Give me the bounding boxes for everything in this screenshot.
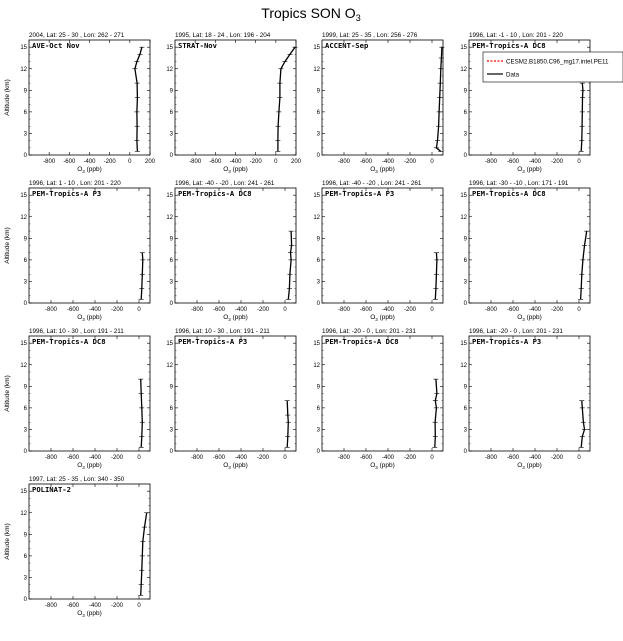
panel-header: 1997, Lat: 25 - 35 , Lon: 340 - 350	[29, 476, 125, 483]
y-tick-label: 6	[463, 109, 467, 116]
y-tick-label: 3	[169, 279, 173, 286]
panel-7	[313, 180, 443, 322]
panel-frame	[29, 336, 150, 451]
x-axis-title	[77, 462, 102, 470]
y-tick-label: 9	[169, 236, 173, 243]
panel-campaign-label: POLINAT-2	[32, 485, 71, 494]
x-axis-title-main: O	[223, 314, 229, 321]
panel-frame	[322, 40, 443, 155]
y-tick-label: 3	[23, 131, 27, 138]
x-tick-label: 200	[144, 159, 156, 165]
y-tick-label: 12	[166, 214, 173, 221]
y-tick-label: 6	[23, 405, 27, 412]
y-tick-label: 9	[23, 236, 27, 243]
x-axis-title-sub: 3	[82, 317, 85, 322]
panel-1	[4, 32, 156, 174]
panel-header: 1995, Lat: 18 - 24 , Lon: 196 - 204	[175, 32, 271, 39]
panel-campaign-label: PEM-Tropics-A DC8	[472, 189, 546, 198]
y-tick-label: 12	[166, 66, 173, 73]
y-tick-label: 15	[166, 193, 173, 200]
panel-frame	[469, 336, 590, 451]
panel-header: 1996, Lat: 10 - 30 , Lon: 191 - 211	[29, 328, 124, 335]
x-tick-label: -800	[190, 307, 204, 313]
panel-campaign-label: PEM-Tropics-A P3	[325, 189, 395, 198]
panel-campaign-label: ACCENT-Sep	[325, 41, 369, 50]
data-line	[135, 47, 142, 151]
panel-campaign-label: PEM-Tropics-A DC8	[178, 189, 252, 198]
x-tick-label: 0	[430, 455, 434, 461]
x-axis-title-main: O	[223, 166, 229, 173]
x-axis-title-sub: 3	[375, 169, 378, 174]
x-axis-title-unit: (ppb)	[524, 462, 542, 469]
x-axis-title	[77, 166, 102, 174]
x-axis-title	[223, 462, 248, 470]
x-axis-title-unit: (ppb)	[524, 314, 542, 321]
x-axis-title-sub: 3	[522, 317, 525, 322]
y-tick-label: 9	[316, 384, 320, 391]
y-tick-label: 9	[23, 384, 27, 391]
x-tick-label: -400	[234, 455, 248, 461]
y-tick-label: 15	[460, 341, 467, 348]
panel-frame	[29, 484, 150, 599]
panel-6	[166, 180, 296, 322]
y-tick-label: 6	[316, 257, 320, 264]
y-tick-label: 12	[166, 362, 173, 369]
y-tick-label: 0	[169, 449, 173, 455]
x-axis-title	[370, 462, 395, 470]
x-tick-label: -800	[189, 159, 202, 165]
x-axis-title-unit: (ppb)	[84, 610, 102, 617]
x-tick-label: -800	[484, 307, 498, 313]
x-tick-label: 0	[577, 307, 581, 313]
y-tick-label: 6	[23, 553, 27, 560]
x-tick-label: -400	[88, 307, 102, 313]
panel-11	[313, 328, 443, 470]
panel-frame	[175, 336, 296, 451]
x-tick-label: -600	[359, 455, 373, 461]
panel-campaign-label: PEM-Tropics-A DC8	[472, 41, 546, 50]
y-tick-label: 0	[316, 153, 320, 159]
y-tick-label: 15	[313, 341, 320, 348]
x-tick-label: -200	[403, 307, 417, 313]
y-tick-label: 3	[169, 427, 173, 434]
y-tick-label: 9	[316, 236, 320, 243]
y-tick-label: 12	[20, 66, 27, 73]
x-tick-label: 200	[290, 159, 302, 165]
y-tick-label: 0	[23, 301, 27, 307]
y-tick-label: 0	[23, 449, 27, 455]
y-tick-label: 15	[20, 341, 27, 348]
x-axis-title-sub: 3	[522, 465, 525, 470]
x-tick-label: -800	[44, 603, 58, 609]
y-tick-label: 0	[463, 449, 467, 455]
y-tick-label: 12	[313, 66, 320, 73]
x-axis-title-main: O	[517, 314, 523, 321]
x-axis-title-sub: 3	[228, 317, 231, 322]
panel-header: 2004, Lat: 25 - 30 , Lon: 262 - 271	[29, 32, 125, 39]
y-tick-label: 0	[169, 153, 173, 159]
y-tick-label: 9	[169, 384, 173, 391]
x-axis-title-sub: 3	[82, 613, 85, 618]
x-tick-label: -600	[506, 307, 520, 313]
x-tick-label: -200	[110, 307, 124, 313]
panel-12	[460, 328, 590, 470]
x-axis-title-sub: 3	[228, 465, 231, 470]
y-tick-label: 3	[316, 279, 320, 286]
x-tick-label: -800	[190, 455, 204, 461]
panel-header: 1996, Lat: -1 - 10 , Lon: 201 - 220	[469, 32, 563, 39]
x-tick-label: 0	[137, 307, 141, 313]
x-axis-title-sub: 3	[375, 465, 378, 470]
x-tick-label: 0	[430, 307, 434, 313]
x-tick-label: 0	[577, 455, 581, 461]
panel-campaign-label: PEM-Tropics-A P3	[178, 337, 248, 346]
x-axis-title	[370, 314, 395, 322]
x-axis-title	[517, 166, 542, 174]
y-tick-label: 6	[463, 257, 467, 264]
panel-campaign-label: PEM-Tropics-A DC8	[32, 337, 106, 346]
x-axis-title	[370, 166, 395, 174]
figure-title: Tropics SON $O_3$	[261, 5, 361, 23]
legend-label: Data	[506, 71, 520, 79]
y-tick-label: 0	[463, 153, 467, 159]
x-tick-label: -600	[212, 455, 226, 461]
y-tick-label: 15	[313, 193, 320, 200]
y-tick-label: 3	[23, 279, 27, 286]
panel-header: 1996, Lat: -30 - -10 , Lon: 171 - 191	[469, 180, 569, 187]
x-axis-title-main: O	[223, 462, 229, 469]
y-tick-label: 15	[313, 45, 320, 52]
y-tick-label: 3	[463, 427, 467, 434]
y-tick-label: 15	[20, 193, 27, 200]
x-tick-label: -600	[66, 455, 80, 461]
x-tick-label: -800	[44, 307, 58, 313]
x-axis-title-unit: (ppb)	[84, 314, 102, 321]
x-tick-label: 0	[128, 159, 132, 165]
x-axis-title-unit: (ppb)	[230, 462, 248, 469]
panel-13	[4, 476, 150, 618]
y-tick-label: 6	[23, 257, 27, 264]
y-tick-label: 3	[316, 131, 320, 138]
y-tick-label: 3	[23, 427, 27, 434]
panel-3	[313, 32, 444, 174]
y-tick-label: 6	[169, 405, 173, 412]
y-tick-label: 12	[313, 214, 320, 221]
x-tick-label: -200	[103, 159, 116, 165]
panel-8	[460, 180, 590, 322]
x-axis-title-main: O	[370, 166, 376, 173]
y-tick-label: 0	[463, 301, 467, 307]
x-tick-label: 0	[283, 455, 287, 461]
x-axis-title-unit: (ppb)	[84, 166, 102, 173]
x-axis-title-main: O	[517, 166, 523, 173]
x-tick-label: -400	[88, 455, 102, 461]
x-axis-title-sub: 3	[82, 465, 85, 470]
y-tick-label: 6	[463, 405, 467, 412]
x-axis-title-main: O	[77, 314, 83, 321]
x-tick-label: -600	[66, 307, 80, 313]
panel-grid	[4, 32, 623, 618]
y-tick-label: 0	[316, 449, 320, 455]
x-tick-label: -400	[88, 603, 102, 609]
y-tick-label: 15	[460, 193, 467, 200]
y-tick-label: 9	[463, 88, 467, 95]
panel-campaign-label: STRAT-Nov	[178, 41, 217, 50]
panel-4	[460, 32, 623, 174]
x-tick-label: -400	[83, 159, 96, 165]
panel-9	[4, 328, 150, 470]
x-tick-label: -600	[359, 307, 373, 313]
y-tick-label: 12	[20, 214, 27, 221]
panel-campaign-label: PEM-Tropics-A DC8	[325, 337, 399, 346]
y-tick-label: 12	[20, 510, 27, 517]
x-tick-label: -800	[337, 455, 351, 461]
y-tick-label: 12	[313, 362, 320, 369]
x-axis-title-main: O	[370, 462, 376, 469]
x-axis-title-main: O	[370, 314, 376, 321]
x-tick-label: -200	[550, 159, 564, 165]
x-axis-title-unit: (ppb)	[524, 166, 542, 173]
x-axis-title-unit: (ppb)	[84, 462, 102, 469]
x-tick-label: -200	[110, 603, 124, 609]
x-axis-title-unit: (ppb)	[230, 314, 248, 321]
data-line	[141, 379, 143, 447]
x-axis-title-main: O	[517, 462, 523, 469]
y-tick-label: 9	[23, 532, 27, 539]
x-axis-title	[223, 166, 248, 174]
legend	[483, 52, 623, 82]
data-line	[141, 513, 147, 596]
x-tick-label: -600	[212, 307, 226, 313]
x-tick-label: -200	[550, 455, 564, 461]
x-tick-label: -200	[403, 159, 417, 165]
panel-frame	[29, 188, 150, 303]
legend-box	[483, 52, 623, 82]
y-tick-label: 0	[316, 301, 320, 307]
y-tick-label: 15	[460, 45, 467, 52]
x-tick-label: -600	[359, 159, 373, 165]
x-axis-title	[517, 462, 542, 470]
data-line	[581, 231, 587, 299]
y-tick-label: 6	[23, 109, 27, 116]
panel-header: 1996, Lat: -40 - -20 , Lon: 241 - 261	[175, 180, 275, 187]
y-axis-title: Altitude (km)	[4, 227, 11, 264]
y-tick-label: 9	[463, 236, 467, 243]
x-tick-label: -400	[528, 307, 542, 313]
x-axis-title-main: O	[77, 166, 83, 173]
panel-header: 1996, Lat: -40 - -20 , Lon: 241 - 261	[322, 180, 422, 187]
x-tick-label: 0	[137, 455, 141, 461]
panel-header: 1999, Lat: 25 - 35 , Lon: 256 - 276	[322, 32, 418, 39]
y-tick-label: 3	[463, 131, 467, 138]
x-tick-label: 0	[577, 159, 581, 165]
panel-header: 1996, Lat: 1 - 10 , Lon: 201 - 220	[29, 180, 121, 187]
y-axis-title: Altitude (km)	[4, 375, 11, 412]
x-tick-label: -600	[66, 603, 80, 609]
y-tick-label: 9	[463, 384, 467, 391]
x-axis-title	[77, 610, 102, 618]
x-tick-label: -800	[484, 455, 498, 461]
data-line	[288, 231, 291, 299]
x-tick-label: 0	[137, 603, 141, 609]
x-axis-title	[77, 314, 102, 322]
y-tick-label: 0	[169, 301, 173, 307]
y-axis-title: Altitude (km)	[4, 523, 11, 560]
x-axis-title-sub: 3	[82, 169, 85, 174]
x-tick-label: -600	[209, 159, 222, 165]
y-tick-label: 15	[20, 489, 27, 496]
panel-frame	[469, 188, 590, 303]
x-tick-label: -400	[381, 455, 395, 461]
x-tick-label: -600	[506, 455, 520, 461]
x-axis-title-unit: (ppb)	[377, 314, 395, 321]
y-tick-label: 9	[169, 88, 173, 95]
x-tick-label: -400	[381, 159, 395, 165]
x-tick-label: -200	[256, 307, 270, 313]
y-tick-label: 3	[463, 279, 467, 286]
x-axis-title-main: O	[77, 610, 83, 617]
x-axis-title	[223, 314, 248, 322]
panel-5	[4, 180, 150, 322]
y-tick-label: 0	[23, 597, 27, 603]
panel-frame	[322, 336, 443, 451]
y-tick-label: 6	[169, 109, 173, 116]
panel-frame	[29, 40, 150, 155]
data-line	[287, 401, 288, 448]
x-tick-label: -400	[528, 455, 542, 461]
x-tick-label: -800	[337, 159, 351, 165]
panel-campaign-label: AVE-Oct Nov	[32, 41, 80, 50]
legend-label: CESM2.B1850.C96_mg17.intel.PE11	[506, 58, 609, 66]
x-axis-title-sub: 3	[522, 169, 525, 174]
y-tick-label: 3	[23, 575, 27, 582]
y-tick-label: 9	[23, 88, 27, 95]
x-axis-title	[517, 314, 542, 322]
panel-campaign-label: PEM-Tropics-A P3	[32, 189, 102, 198]
y-tick-label: 9	[316, 88, 320, 95]
y-tick-label: 12	[20, 362, 27, 369]
y-tick-label: 6	[316, 109, 320, 116]
y-tick-label: 15	[20, 45, 27, 52]
y-tick-label: 15	[166, 45, 173, 52]
x-tick-label: -200	[550, 307, 564, 313]
x-axis-title-unit: (ppb)	[377, 166, 395, 173]
y-tick-label: 3	[316, 427, 320, 434]
x-axis-title-unit: (ppb)	[230, 166, 248, 173]
panel-2	[166, 32, 301, 174]
x-axis-title-sub: 3	[228, 169, 231, 174]
x-tick-label: -400	[528, 159, 542, 165]
data-line	[278, 47, 295, 151]
x-tick-label: -400	[234, 307, 248, 313]
x-axis-title-unit: (ppb)	[377, 462, 395, 469]
y-tick-label: 0	[23, 153, 27, 159]
x-tick-label: -200	[403, 455, 417, 461]
panel-campaign-label: PEM-Tropics-A P3	[472, 337, 542, 346]
x-tick-label: -800	[44, 455, 58, 461]
panel-frame	[175, 188, 296, 303]
y-tick-label: 6	[316, 405, 320, 412]
x-tick-label: 0	[283, 307, 287, 313]
y-tick-label: 12	[460, 362, 467, 369]
x-tick-label: -800	[43, 159, 56, 165]
y-tick-label: 15	[166, 341, 173, 348]
x-tick-label: -600	[506, 159, 520, 165]
y-tick-label: 6	[169, 257, 173, 264]
x-tick-label: -800	[337, 307, 351, 313]
x-tick-label: -400	[229, 159, 242, 165]
x-axis-title-sub: 3	[375, 317, 378, 322]
x-tick-label: -600	[63, 159, 76, 165]
x-tick-label: -800	[484, 159, 498, 165]
data-line	[581, 83, 583, 151]
x-tick-label: -200	[256, 455, 270, 461]
x-tick-label: 0	[430, 159, 434, 165]
x-axis-title-main: O	[77, 462, 83, 469]
x-tick-label: -200	[249, 159, 262, 165]
data-line	[436, 47, 442, 151]
x-tick-label: -400	[381, 307, 395, 313]
x-tick-label: 0	[274, 159, 278, 165]
panel-frame	[322, 188, 443, 303]
panel-10	[166, 328, 296, 470]
panel-header: 1996, Lat: -20 - 0 , Lon: 201 - 231	[322, 328, 416, 335]
y-axis-title: Altitude (km)	[4, 79, 11, 116]
y-tick-label: 3	[169, 131, 173, 138]
data-line	[435, 379, 437, 447]
panel-header: 1996, Lat: -20 - 0 , Lon: 201 - 231	[469, 328, 563, 335]
y-tick-label: 12	[460, 66, 467, 73]
y-tick-label: 12	[460, 214, 467, 221]
panel-header: 1996, Lat: 10 - 30 , Lon: 191 - 211	[175, 328, 270, 335]
x-tick-label: -200	[110, 455, 124, 461]
